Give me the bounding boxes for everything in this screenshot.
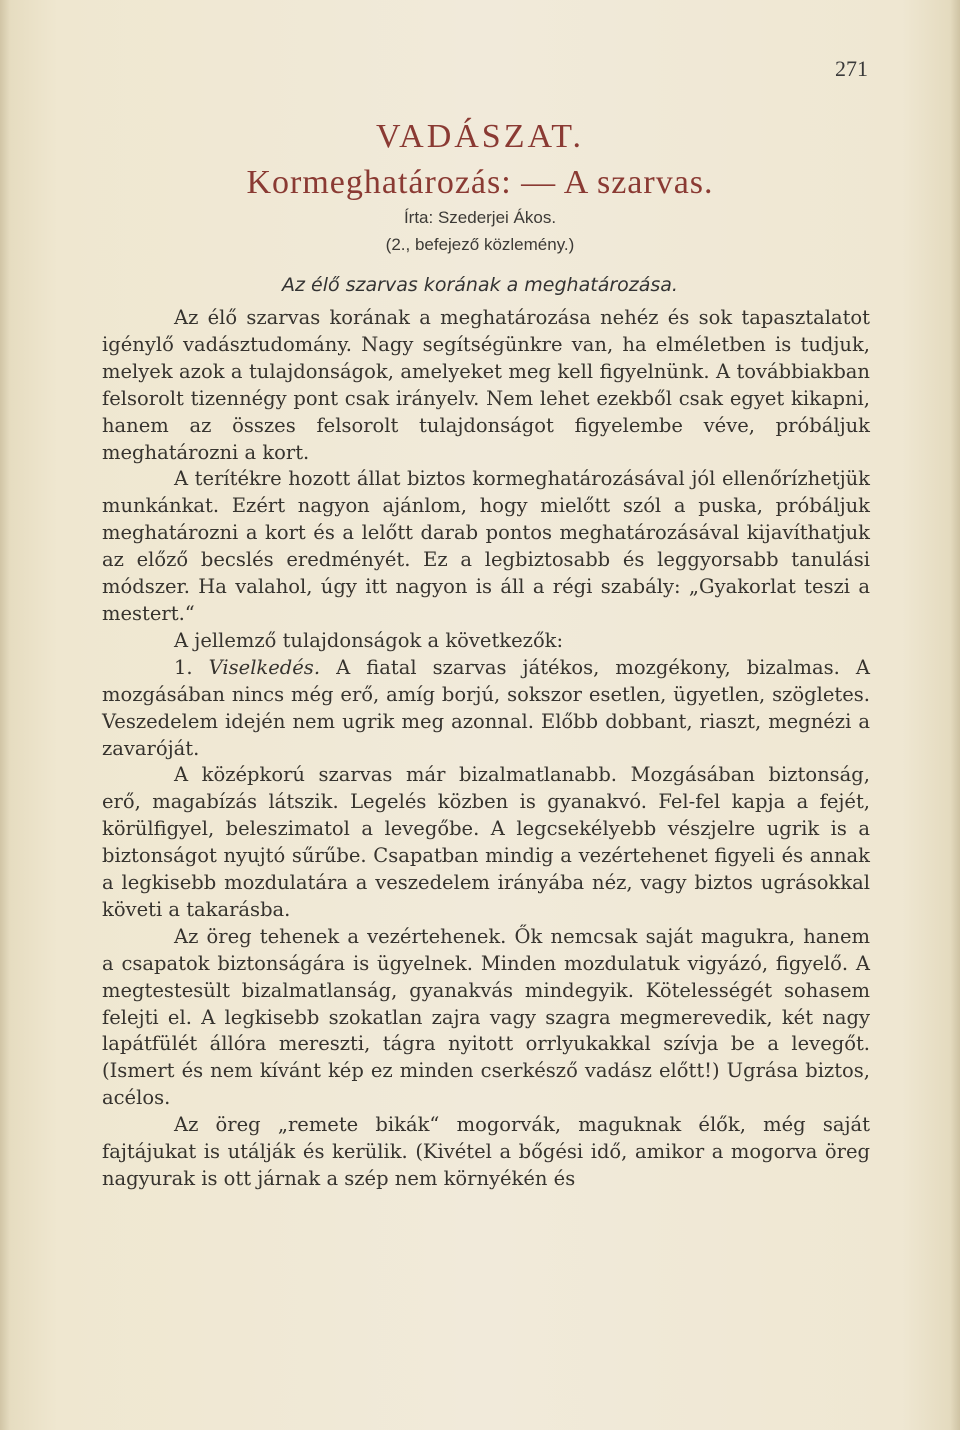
article-body bbox=[102, 305, 870, 1193]
paragraph-text: A középkorú szarvas már bizalmatlanabb. Mozgásában biztonság, erő, magabízás látszik. Legelés közben is gyanakvó. Fel-fel kapja a fejét, körülfigyel, beleszimatol a levegőbe. A legcsekélyebb vészjelre ugrik is a biztonságot nyujtó sűrűbe. Csapatban mindig a vezértehenet figyeli és annak a legkisebb mozdulatára a veszedelem irányába néz, vagy biztos ugrásokkal követi a takarásba. bbox=[102, 763, 870, 921]
paragraph-text: Az öreg „remete bikák“ mogorvák, maguknak élők, még saját fajtájukat is utálják és kerülik. (Kivétel a bőgési idő, amikor a mogorva öreg nagyurak is ott járnak a szép nem környékén és bbox=[102, 1113, 870, 1190]
paragraph bbox=[102, 305, 870, 466]
paragraph bbox=[102, 762, 870, 923]
list-label: Viselkedés. bbox=[208, 655, 321, 679]
author-byline: Írta: Szederjei Ákos. bbox=[403, 208, 557, 227]
paragraph-text: Az élő szarvas korának a meghatározása nehéz és sok tapasztalatot igénylő vadásztudomány. Nagy segítségünkre van, ha elméletben is tudjuk, melyek azok a tulajdonságok, amelyeket meg kell figyelnünk. A továbbiakban felsorolt tizennégy pont csak irányelv. Nem lehet ezekből csak egyet kikapni, hanem az összes felsorolt tulajdonságot figyelembe véve, próbáljuk meghatározni a kort. bbox=[102, 306, 870, 464]
paragraph-text: Az öreg tehenek a vezértehenek. Ők nemcsak saját magukra, hanem a csapatok biztonságára is ügyelnek. Minden mozdulatuk vigyázó, figyelő. A megtestesült bizalmatlanság, gyanakvás mindegyik. Kötelességét sohasem felejti el. A legkisebb szokatlan zajra vagy szagra megmerevedik, két nagy lapátfülét állóra mereszti, tágra nyitott orrlyukakkal szívja be a levegőt. (Ismert és nem kívánt kép ez minden cserkésző vadász előtt!) Ugrása biztos, acélos. bbox=[102, 924, 870, 1110]
paragraph bbox=[102, 628, 870, 655]
installment-note: (2., befejező közlemény.) bbox=[385, 235, 575, 254]
section-heading: Az élő szarvas korának a meghatározása. bbox=[282, 274, 678, 296]
paragraph bbox=[102, 466, 870, 627]
paragraph bbox=[102, 1112, 870, 1193]
paragraph-text: A fiatal szarvas játékos, mozgékony, bizalmas. A mozgásában nincs még erő, amíg borjú, sokszor esetlen, ügyetlen, szögletes. Veszedelem idején nem ugrik meg azonnal. Előbb dobbant, riaszt, megnézi a zavaróját. bbox=[102, 655, 871, 760]
paragraph bbox=[102, 655, 870, 763]
page-number: 271 bbox=[835, 56, 868, 81]
paragraph bbox=[102, 924, 870, 1112]
paragraph-text: A jellemző tulajdonságok a következők: bbox=[174, 628, 564, 652]
paragraph-text: A terítékre hozott állat biztos kormeghatározásával jól ellenőrízhetjük munkánkat. Ezért nagyon ajánlom, hogy mielőtt szól a puska, próbáljuk meghatározni a kort és a lelőtt darab pontos meghatározásával kijavíthatjuk az előző becslés eredményét. Ez a legbiztosabb és leggyorsabb tanulási módszer. Ha valahol, úgy itt nagyon is áll a régi szabály: „Gyakorlat teszi a mestert.“ bbox=[102, 467, 870, 625]
article-title: VADÁSZAT. bbox=[375, 118, 585, 155]
article-subtitle: Kormeghatározás: — A szarvas. bbox=[246, 164, 714, 201]
list-number: 1. bbox=[174, 655, 193, 679]
